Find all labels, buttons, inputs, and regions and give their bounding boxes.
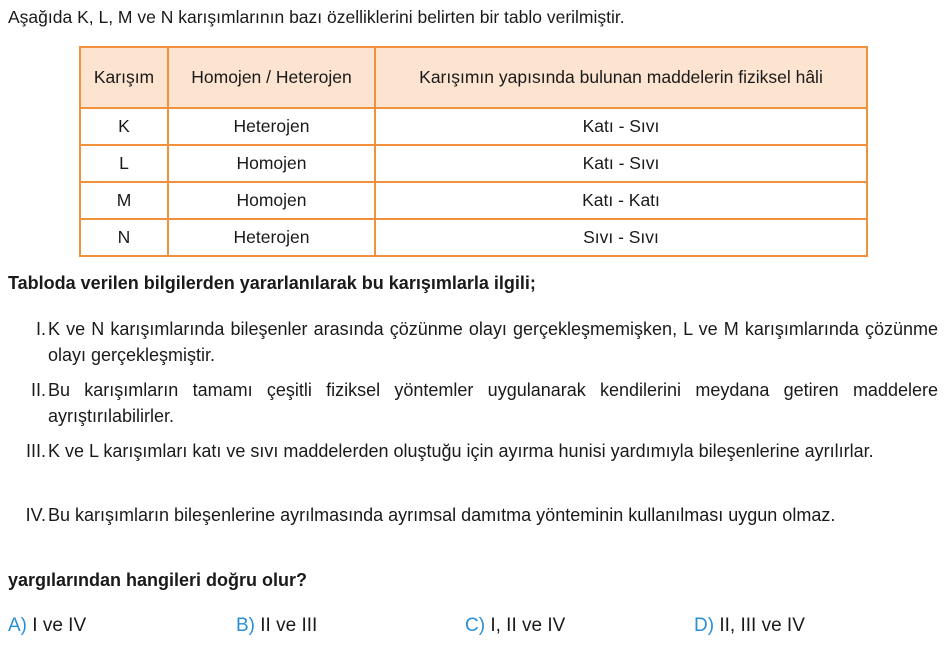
statement-3	[18, 438, 938, 464]
choice-letter: B)	[236, 615, 255, 636]
choice-text: II ve III	[260, 615, 318, 636]
cell-physical-state: Katı - Katı	[375, 182, 867, 219]
choice-letter: C)	[465, 615, 486, 636]
question-text: yargılarından hangileri doğru olur?	[8, 570, 308, 590]
intro-text: Aşağıda K, L, M ve N karışımlarının bazı özelliklerini belirten bir tablo verilmiştir.	[8, 7, 625, 27]
choice-letter: A)	[8, 615, 27, 636]
statement-number: II.	[30, 380, 46, 400]
cell-homogeneity: Homojen	[168, 145, 375, 182]
cell-homogeneity: Homojen	[168, 182, 375, 219]
cell-physical-state: Katı - Sıvı	[375, 145, 867, 182]
choice-c[interactable]	[465, 615, 565, 637]
table-header-row	[80, 47, 867, 108]
statement-text: K ve L karışımları katı ve sıvı maddelerden oluştuğu için ayırma hunisi yardımıyla bileşenlerine ayrılırlar.	[48, 441, 874, 461]
header-mixture: Karışım	[80, 47, 168, 108]
cell-homogeneity: Heterojen	[168, 219, 375, 256]
statement-4	[18, 502, 938, 528]
choice-text: II, III ve IV	[719, 615, 805, 636]
statement-number: III.	[25, 441, 46, 461]
statement-text: K ve N karışımlarında bileşenler arasında çözünme olayı gerçekleşmemişken, L ve M karışımlarında çözünme olayı gerçekleşmiştir.	[48, 319, 938, 365]
table-row	[80, 219, 867, 256]
cell-physical-state: Sıvı - Sıvı	[375, 219, 867, 256]
question-stem: Tabloda verilen bilgilerden yararlanılarak bu karışımlarla ilgili;	[8, 273, 536, 293]
statement-text: Bu karışımların bileşenlerine ayrılmasında ayrımsal damıtma yönteminin kullanılması uygun olmaz.	[48, 505, 836, 525]
statement-number: IV.	[25, 505, 46, 525]
choice-text: I ve IV	[32, 615, 87, 636]
statement-number: I.	[35, 319, 46, 339]
choice-b[interactable]	[236, 615, 317, 637]
cell-mixture: M	[80, 182, 168, 219]
cell-physical-state: Katı - Sıvı	[375, 108, 867, 145]
choice-a[interactable]	[8, 615, 86, 637]
table-row	[80, 145, 867, 182]
cell-homogeneity: Heterojen	[168, 108, 375, 145]
statement-1	[18, 316, 938, 368]
choice-letter: D)	[694, 615, 715, 636]
cell-mixture: K	[80, 108, 168, 145]
mixture-table	[79, 46, 868, 257]
cell-mixture: N	[80, 219, 168, 256]
table-row	[80, 108, 867, 145]
statement-2	[18, 377, 938, 429]
header-physical-state: Karışımın yapısında bulunan maddelerin fiziksel hâli	[375, 47, 867, 108]
cell-mixture: L	[80, 145, 168, 182]
table-row	[80, 182, 867, 219]
header-homogeneity: Homojen / Heterojen	[168, 47, 375, 108]
choice-text: I, II ve IV	[490, 615, 566, 636]
statement-text: Bu karışımların tamamı çeşitli fiziksel yöntemler uygulanarak kendilerini meydana getiren maddelere ayrıştırılabilirler.	[48, 380, 938, 426]
choice-d[interactable]	[694, 615, 805, 637]
